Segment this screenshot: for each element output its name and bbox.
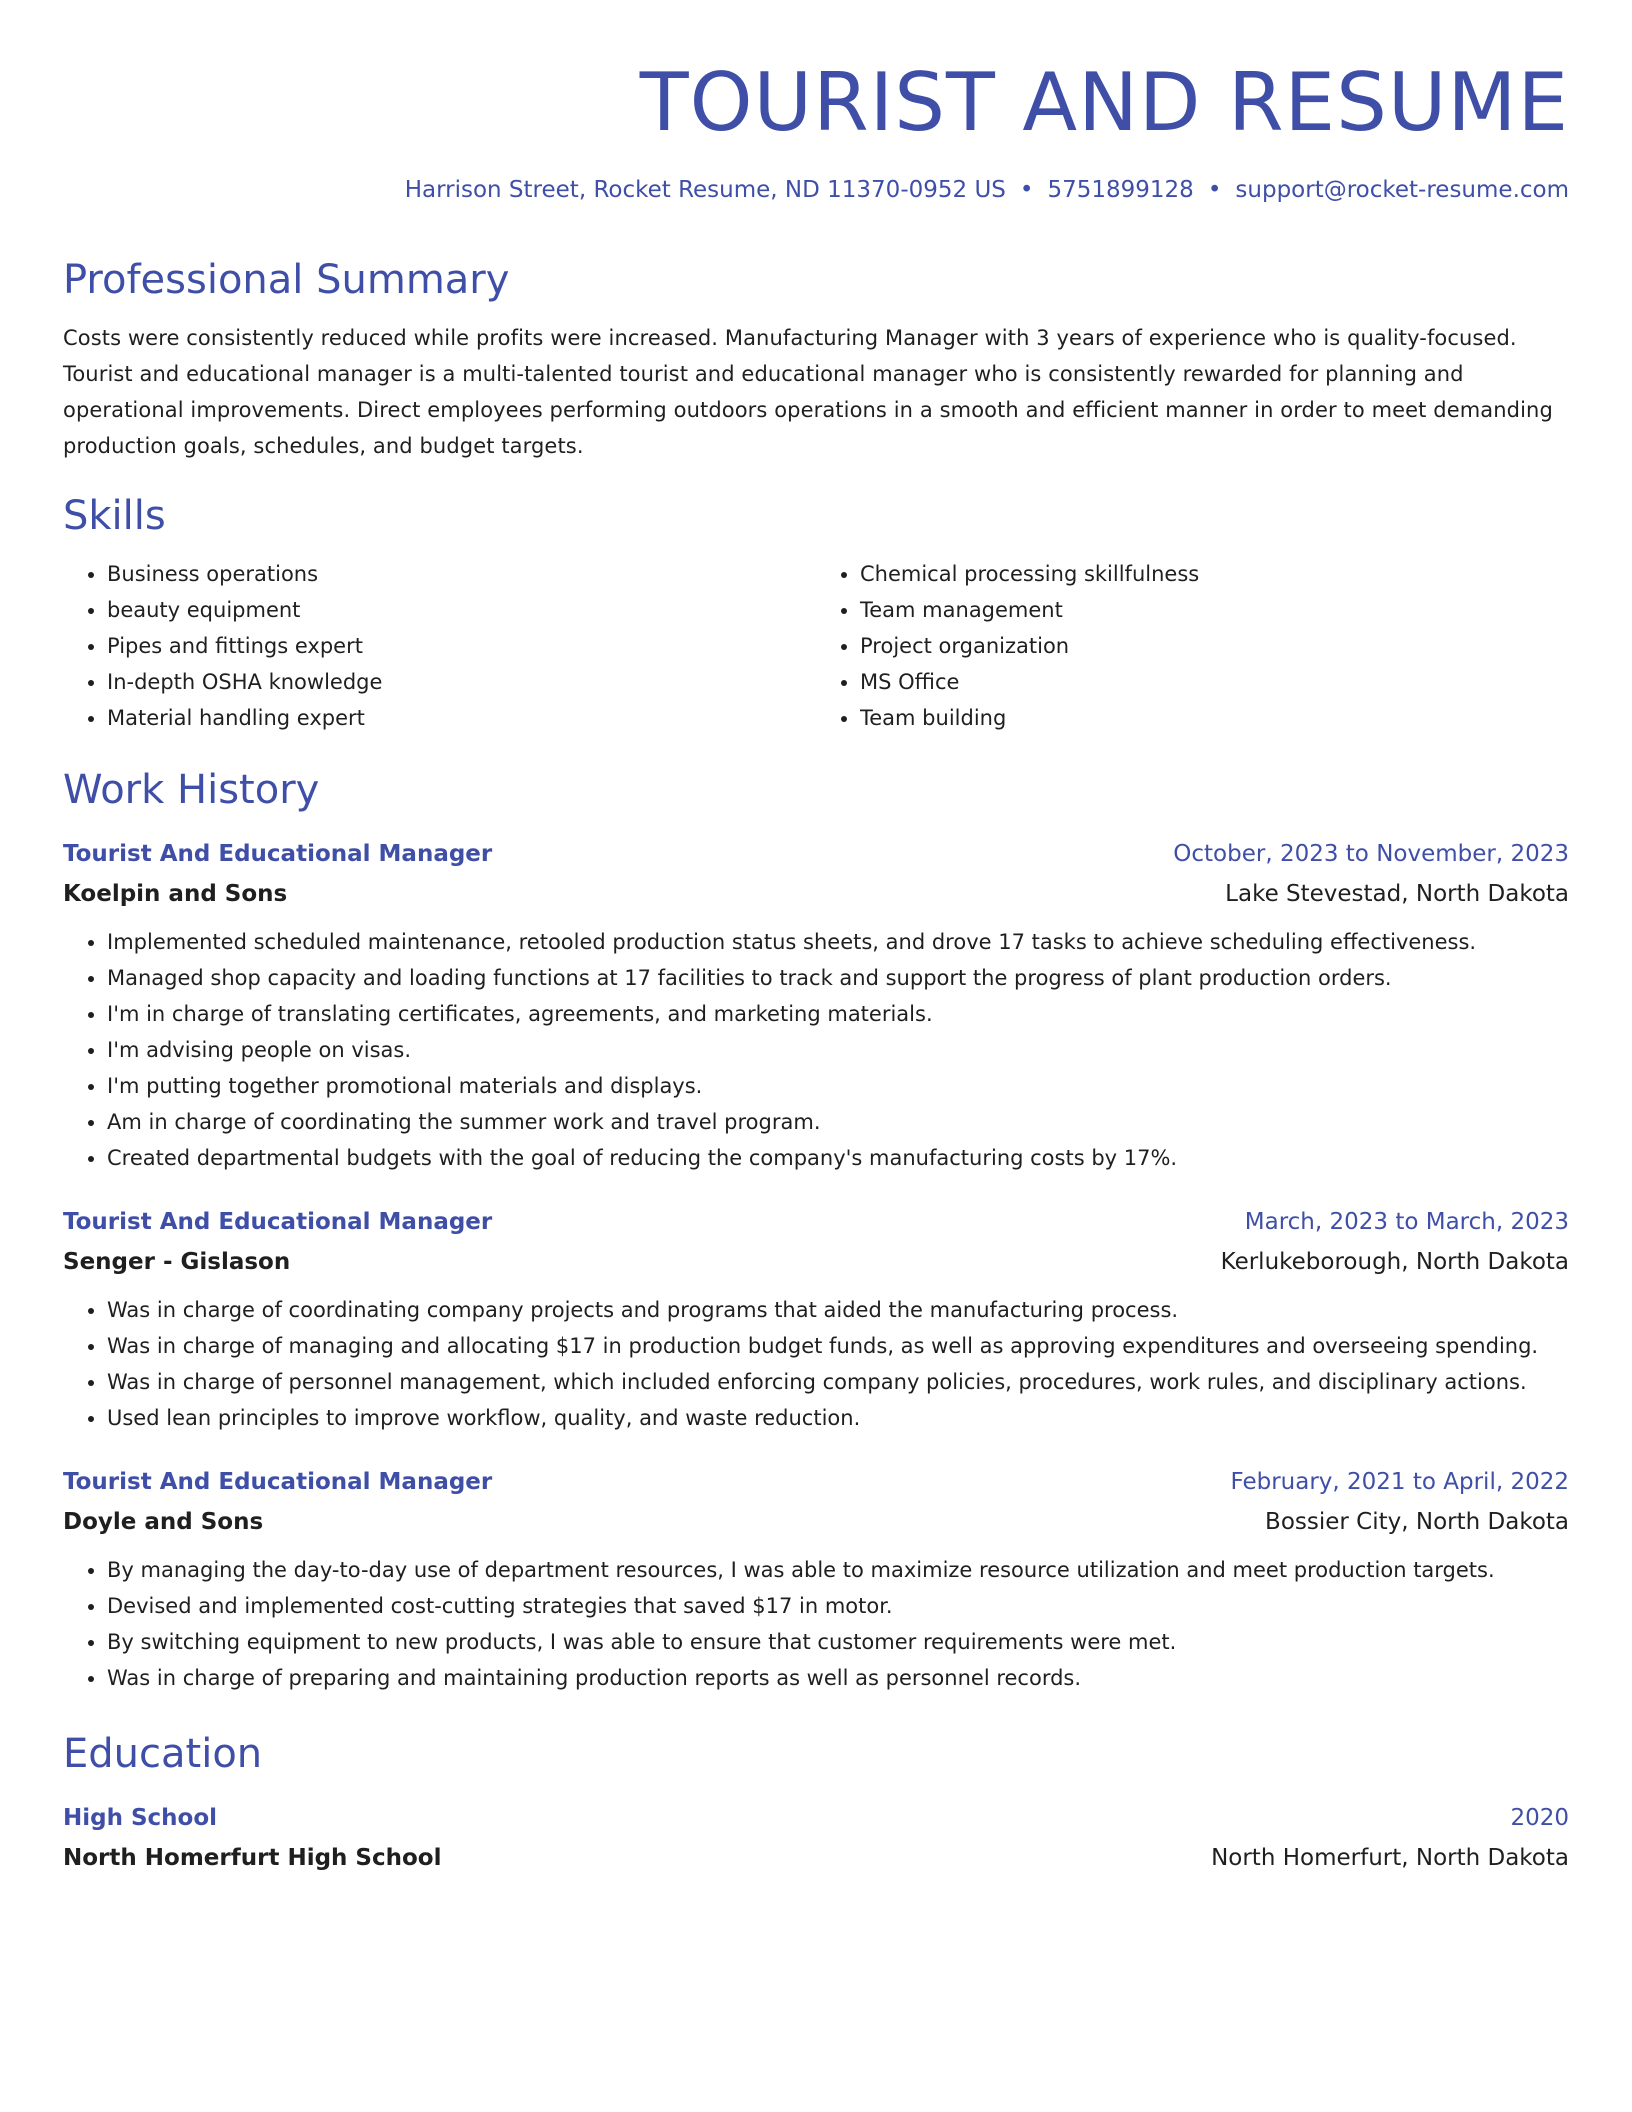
job-location: Kerlukeborough, North Dakota: [1220, 1249, 1569, 1275]
skill-item: • Project organization: [860, 628, 1569, 664]
education-header-row: [63, 1802, 1569, 1834]
job-header-row: [63, 1466, 1569, 1498]
job-bullet: • Used lean principles to improve workflow, quality, and waste reduction.: [107, 1400, 1569, 1436]
job-company: Doyle and Sons: [63, 1509, 264, 1535]
contact-separator: •: [1207, 177, 1222, 203]
job-role: Tourist And Educational Manager: [63, 841, 493, 867]
job-header-row: [63, 838, 1569, 870]
education-heading: Education: [63, 1731, 263, 1777]
job-location: Lake Stevestad, North Dakota: [1225, 881, 1569, 907]
job-company: Senger - Gislason: [63, 1249, 291, 1275]
job-bullet: • Was in charge of managing and allocating $17 in production budget funds, as well as approving expenditures and overseeing spending.: [107, 1328, 1569, 1364]
phone-text: 5751899128: [1047, 177, 1194, 203]
job-bullet: • I'm putting together promotional materials and displays.: [107, 1068, 1569, 1104]
job-bullet: • I'm in charge of translating certificates, agreements, and marketing materials.: [107, 996, 1569, 1032]
job-bullet: • Was in charge of personnel management, which included enforcing company policies, procedures, work rules, and disciplinary actions.: [107, 1364, 1569, 1400]
work-history-heading: Work History: [63, 767, 320, 813]
skill-item: • Chemical processing skillfulness: [860, 556, 1569, 592]
skills-list-left: [63, 556, 816, 736]
address-text: Harrison Street, Rocket Resume, ND 11370-0952 US: [404, 177, 1006, 203]
skill-item: • In-depth OSHA knowledge: [107, 664, 816, 700]
job-bullet: • Devised and implemented cost-cutting strategies that saved $17 in motor.: [107, 1588, 1569, 1624]
job-bullet: • Managed shop capacity and loading functions at 17 facilities to track and support the progress of plant production orders.: [107, 960, 1569, 996]
skills-heading: Skills: [63, 493, 166, 539]
job-header-row: [63, 1206, 1569, 1238]
job-company: Koelpin and Sons: [63, 881, 288, 907]
education-school-row: [63, 1834, 1569, 1874]
job-bullets: [63, 924, 1569, 1176]
skills-list-right: [816, 556, 1569, 736]
job-dates: October, 2023 to November, 2023: [1173, 841, 1569, 867]
job-bullet: • Was in charge of coordinating company projects and programs that aided the manufacturing process.: [107, 1292, 1569, 1328]
education-year: 2020: [1510, 1805, 1569, 1831]
job-bullet: • By switching equipment to new products, I was able to ensure that customer requirements were met.: [107, 1624, 1569, 1660]
summary-paragraph: Costs were consistently reduced while profits were increased. Manufacturing Manager with 3 years of experience who is quality-focused. Tourist and educational manager is a multi-talented tourist and educational manager who is consistently rewarded for planning and operational improvements. Direct employees performing outdoors operations in a smooth and efficient manner in order to meet demanding production goals, schedules, and budget targets.: [63, 326, 1553, 458]
job-bullets: [63, 1552, 1569, 1696]
skill-item: • beauty equipment: [107, 592, 816, 628]
contact-separator: •: [1019, 177, 1034, 203]
job-location: Bossier City, North Dakota: [1265, 1509, 1569, 1535]
education-entry: [63, 1802, 1569, 1874]
job-role: Tourist And Educational Manager: [63, 1469, 493, 1495]
job-entry: [63, 1206, 1569, 1436]
job-dates: February, 2021 to April, 2022: [1230, 1469, 1569, 1495]
job-bullet: • I'm advising people on visas.: [107, 1032, 1569, 1068]
contact-line: [63, 174, 1569, 206]
skills-columns: [63, 556, 1569, 736]
resume-name: TOURIST AND RESUME: [639, 56, 1569, 149]
job-entry: [63, 1466, 1569, 1696]
education-degree: High School: [63, 1805, 218, 1831]
education-school: North Homerfurt High School: [63, 1845, 442, 1871]
job-bullet: • Implemented scheduled maintenance, retooled production status sheets, and drove 17 tasks to achieve scheduling effectiveness.: [107, 924, 1569, 960]
job-bullet: • By managing the day-to-day use of department resources, I was able to maximize resource utilization and meet production targets.: [107, 1552, 1569, 1588]
skill-item: • Team building: [860, 700, 1569, 736]
job-company-row: [63, 1498, 1569, 1538]
summary-heading: Professional Summary: [63, 257, 510, 303]
skill-item: • MS Office: [860, 664, 1569, 700]
job-company-row: [63, 870, 1569, 910]
skill-item: • Material handling expert: [107, 700, 816, 736]
job-bullet: • Created departmental budgets with the goal of reducing the company's manufacturing costs by 17%.: [107, 1140, 1569, 1176]
skill-item: • Pipes and fittings expert: [107, 628, 816, 664]
job-dates: March, 2023 to March, 2023: [1244, 1209, 1569, 1235]
skill-item: • Team management: [860, 592, 1569, 628]
job-bullet: • Am in charge of coordinating the summer work and travel program.: [107, 1104, 1569, 1140]
skill-item: • Business operations: [107, 556, 816, 592]
job-role: Tourist And Educational Manager: [63, 1209, 493, 1235]
job-company-row: [63, 1238, 1569, 1278]
job-bullets: [63, 1292, 1569, 1436]
education-location: North Homerfurt, North Dakota: [1211, 1845, 1569, 1871]
job-bullet: • Was in charge of preparing and maintaining production reports as well as personnel records.: [107, 1660, 1569, 1696]
email-link[interactable]: support@rocket-resume.com: [1235, 177, 1569, 203]
job-entry: [63, 838, 1569, 1176]
